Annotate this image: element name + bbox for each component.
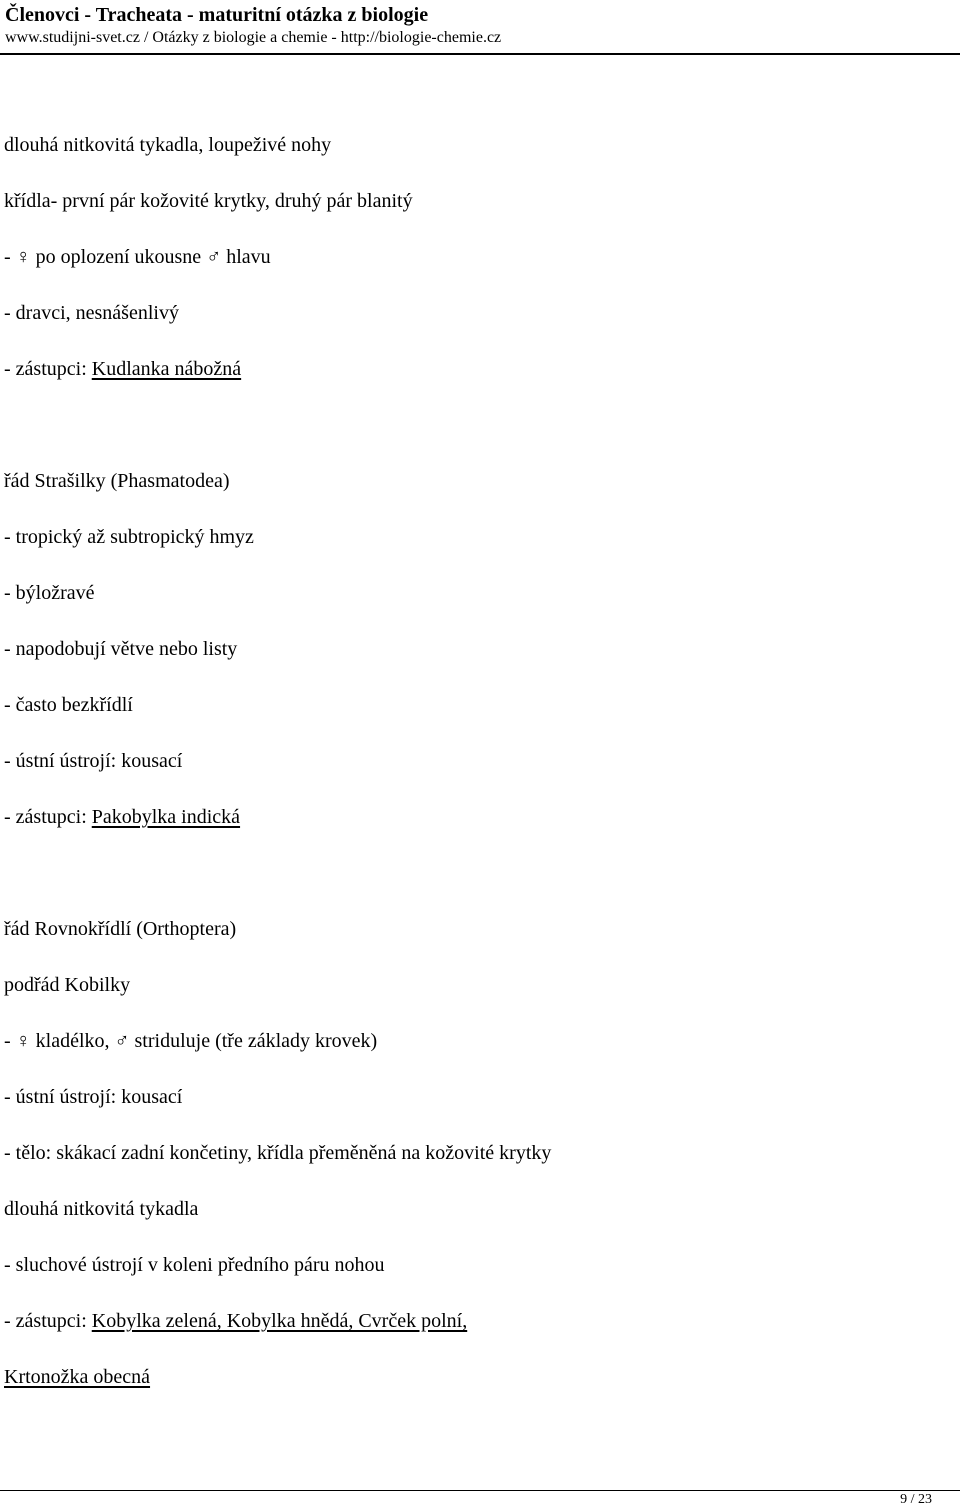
representatives-line bbox=[4, 341, 954, 397]
section-heading: řád Strašilky (Phasmatodea) bbox=[4, 470, 230, 492]
representatives-label: - zástupci: bbox=[4, 358, 92, 380]
species-link-kudlanka[interactable]: Kudlanka nábožná bbox=[91, 358, 242, 380]
species-link-kobylka-cvrcek[interactable]: Kobylka zelená, Kobylka hnědá, Cvrček polní, bbox=[91, 1310, 468, 1332]
paragraph-gap bbox=[4, 397, 954, 453]
text-line: - sluchové ústrojí v koleni předního páru nohou bbox=[4, 1254, 385, 1276]
text-line: - často bezkřídlí bbox=[4, 694, 133, 716]
footer-divider bbox=[0, 1490, 960, 1491]
text-line: - ústní ústrojí: kousací bbox=[4, 1086, 183, 1108]
text-line: - ústní ústrojí: kousací bbox=[4, 750, 183, 772]
document-title: Členovci - Tracheata - maturitní otázka z biologie bbox=[5, 4, 429, 26]
document-body bbox=[4, 117, 954, 1405]
text-line: - dravci, nesnášenlivý bbox=[4, 302, 179, 324]
text-line: - tělo: skákací zadní končetiny, křídla přeměněná na kožovité krytky bbox=[4, 1142, 552, 1164]
representatives-line bbox=[4, 789, 954, 845]
text-line: dlouhá nitkovitá tykadla bbox=[4, 1198, 199, 1220]
species-link-krtonozka[interactable]: Krtonožka obecná bbox=[4, 1366, 151, 1388]
subsection-heading: podřád Kobilky bbox=[4, 974, 131, 996]
species-link-pakobylka[interactable]: Pakobylka indická bbox=[91, 806, 241, 828]
text-line: křídla- první pár kožovité krytky, druhý pár blanitý bbox=[4, 190, 413, 212]
page-header bbox=[5, 2, 955, 48]
header-divider bbox=[0, 53, 960, 55]
text-line: - ♀ kladélko, ♂ striduluje (tře základy krovek) bbox=[4, 1030, 378, 1052]
representatives-line bbox=[4, 1293, 954, 1349]
source-line: www.studijni-svet.cz / Otázky z biologie a chemie - http://biologie-chemie.cz bbox=[5, 29, 502, 46]
page-number: 9 / 23 bbox=[900, 1492, 932, 1507]
text-line: - tropický až subtropický hmyz bbox=[4, 526, 254, 548]
text-line: - býložravé bbox=[4, 582, 95, 604]
representatives-label: - zástupci: bbox=[4, 806, 92, 828]
text-line: dlouhá nitkovitá tykadla, loupeživé nohy bbox=[4, 134, 332, 156]
text-line: - napodobují větve nebo listy bbox=[4, 638, 238, 660]
representatives-line-continued bbox=[4, 1349, 954, 1405]
representatives-label: - zástupci: bbox=[4, 1310, 92, 1332]
text-line: - ♀ po oplození ukousne ♂ hlavu bbox=[4, 246, 271, 268]
section-heading: řád Rovnokřídlí (Orthoptera) bbox=[4, 918, 237, 940]
paragraph-gap bbox=[4, 845, 954, 901]
